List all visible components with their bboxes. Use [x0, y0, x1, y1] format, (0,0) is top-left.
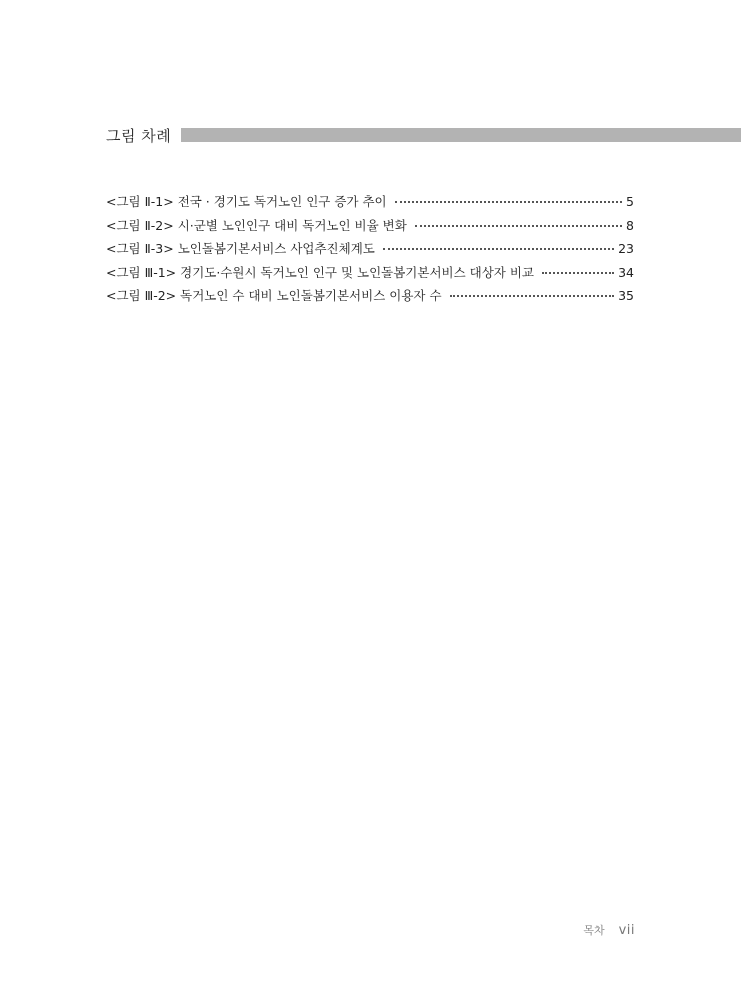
footer-page-number: vii	[618, 923, 635, 938]
figure-label: <그림 Ⅱ-3>	[106, 241, 174, 256]
dot-leader	[450, 295, 615, 297]
figure-title: 노인돌봄기본서비스 사업추진체계도	[177, 241, 375, 256]
dot-leader	[395, 201, 622, 203]
section-header	[106, 124, 741, 146]
toc-entry[interactable]	[106, 286, 634, 310]
header-bar	[181, 128, 741, 142]
toc-entry[interactable]	[106, 263, 634, 287]
section-title: 그림 차례	[106, 126, 172, 145]
figure-label: <그림 Ⅲ-1>	[106, 264, 177, 280]
figure-list	[106, 192, 634, 310]
dot-leader	[415, 225, 622, 227]
figure-label: <그림 Ⅱ-2>	[106, 217, 174, 233]
dot-leader	[542, 272, 614, 274]
page-footer	[583, 922, 635, 938]
figure-title: 경기도·수원시 독거노인 인구 및 노인돌봄기본서비스 대상자 비교	[180, 264, 534, 280]
dot-leader	[383, 248, 614, 250]
figure-title: 독거노인 수 대비 노인돌봄기본서비스 이용자 수	[180, 288, 442, 303]
page-number: 35	[618, 288, 634, 303]
page-number: 5	[626, 194, 634, 209]
page-number: 23	[618, 241, 634, 256]
figure-title: 전국 · 경기도 독거노인 인구 증가 추이	[177, 194, 387, 209]
page-number: 34	[618, 264, 634, 280]
footer-section-label: 목차	[583, 924, 605, 937]
figure-label: <그림 Ⅱ-1>	[106, 194, 174, 209]
page-number: 8	[626, 217, 634, 233]
toc-entry[interactable]	[106, 192, 634, 216]
toc-entry[interactable]	[106, 239, 634, 263]
figure-title: 시·군별 노인인구 대비 독거노인 비율 변화	[177, 217, 407, 233]
toc-entry[interactable]	[106, 216, 634, 240]
figure-label: <그림 Ⅲ-2>	[106, 288, 177, 303]
